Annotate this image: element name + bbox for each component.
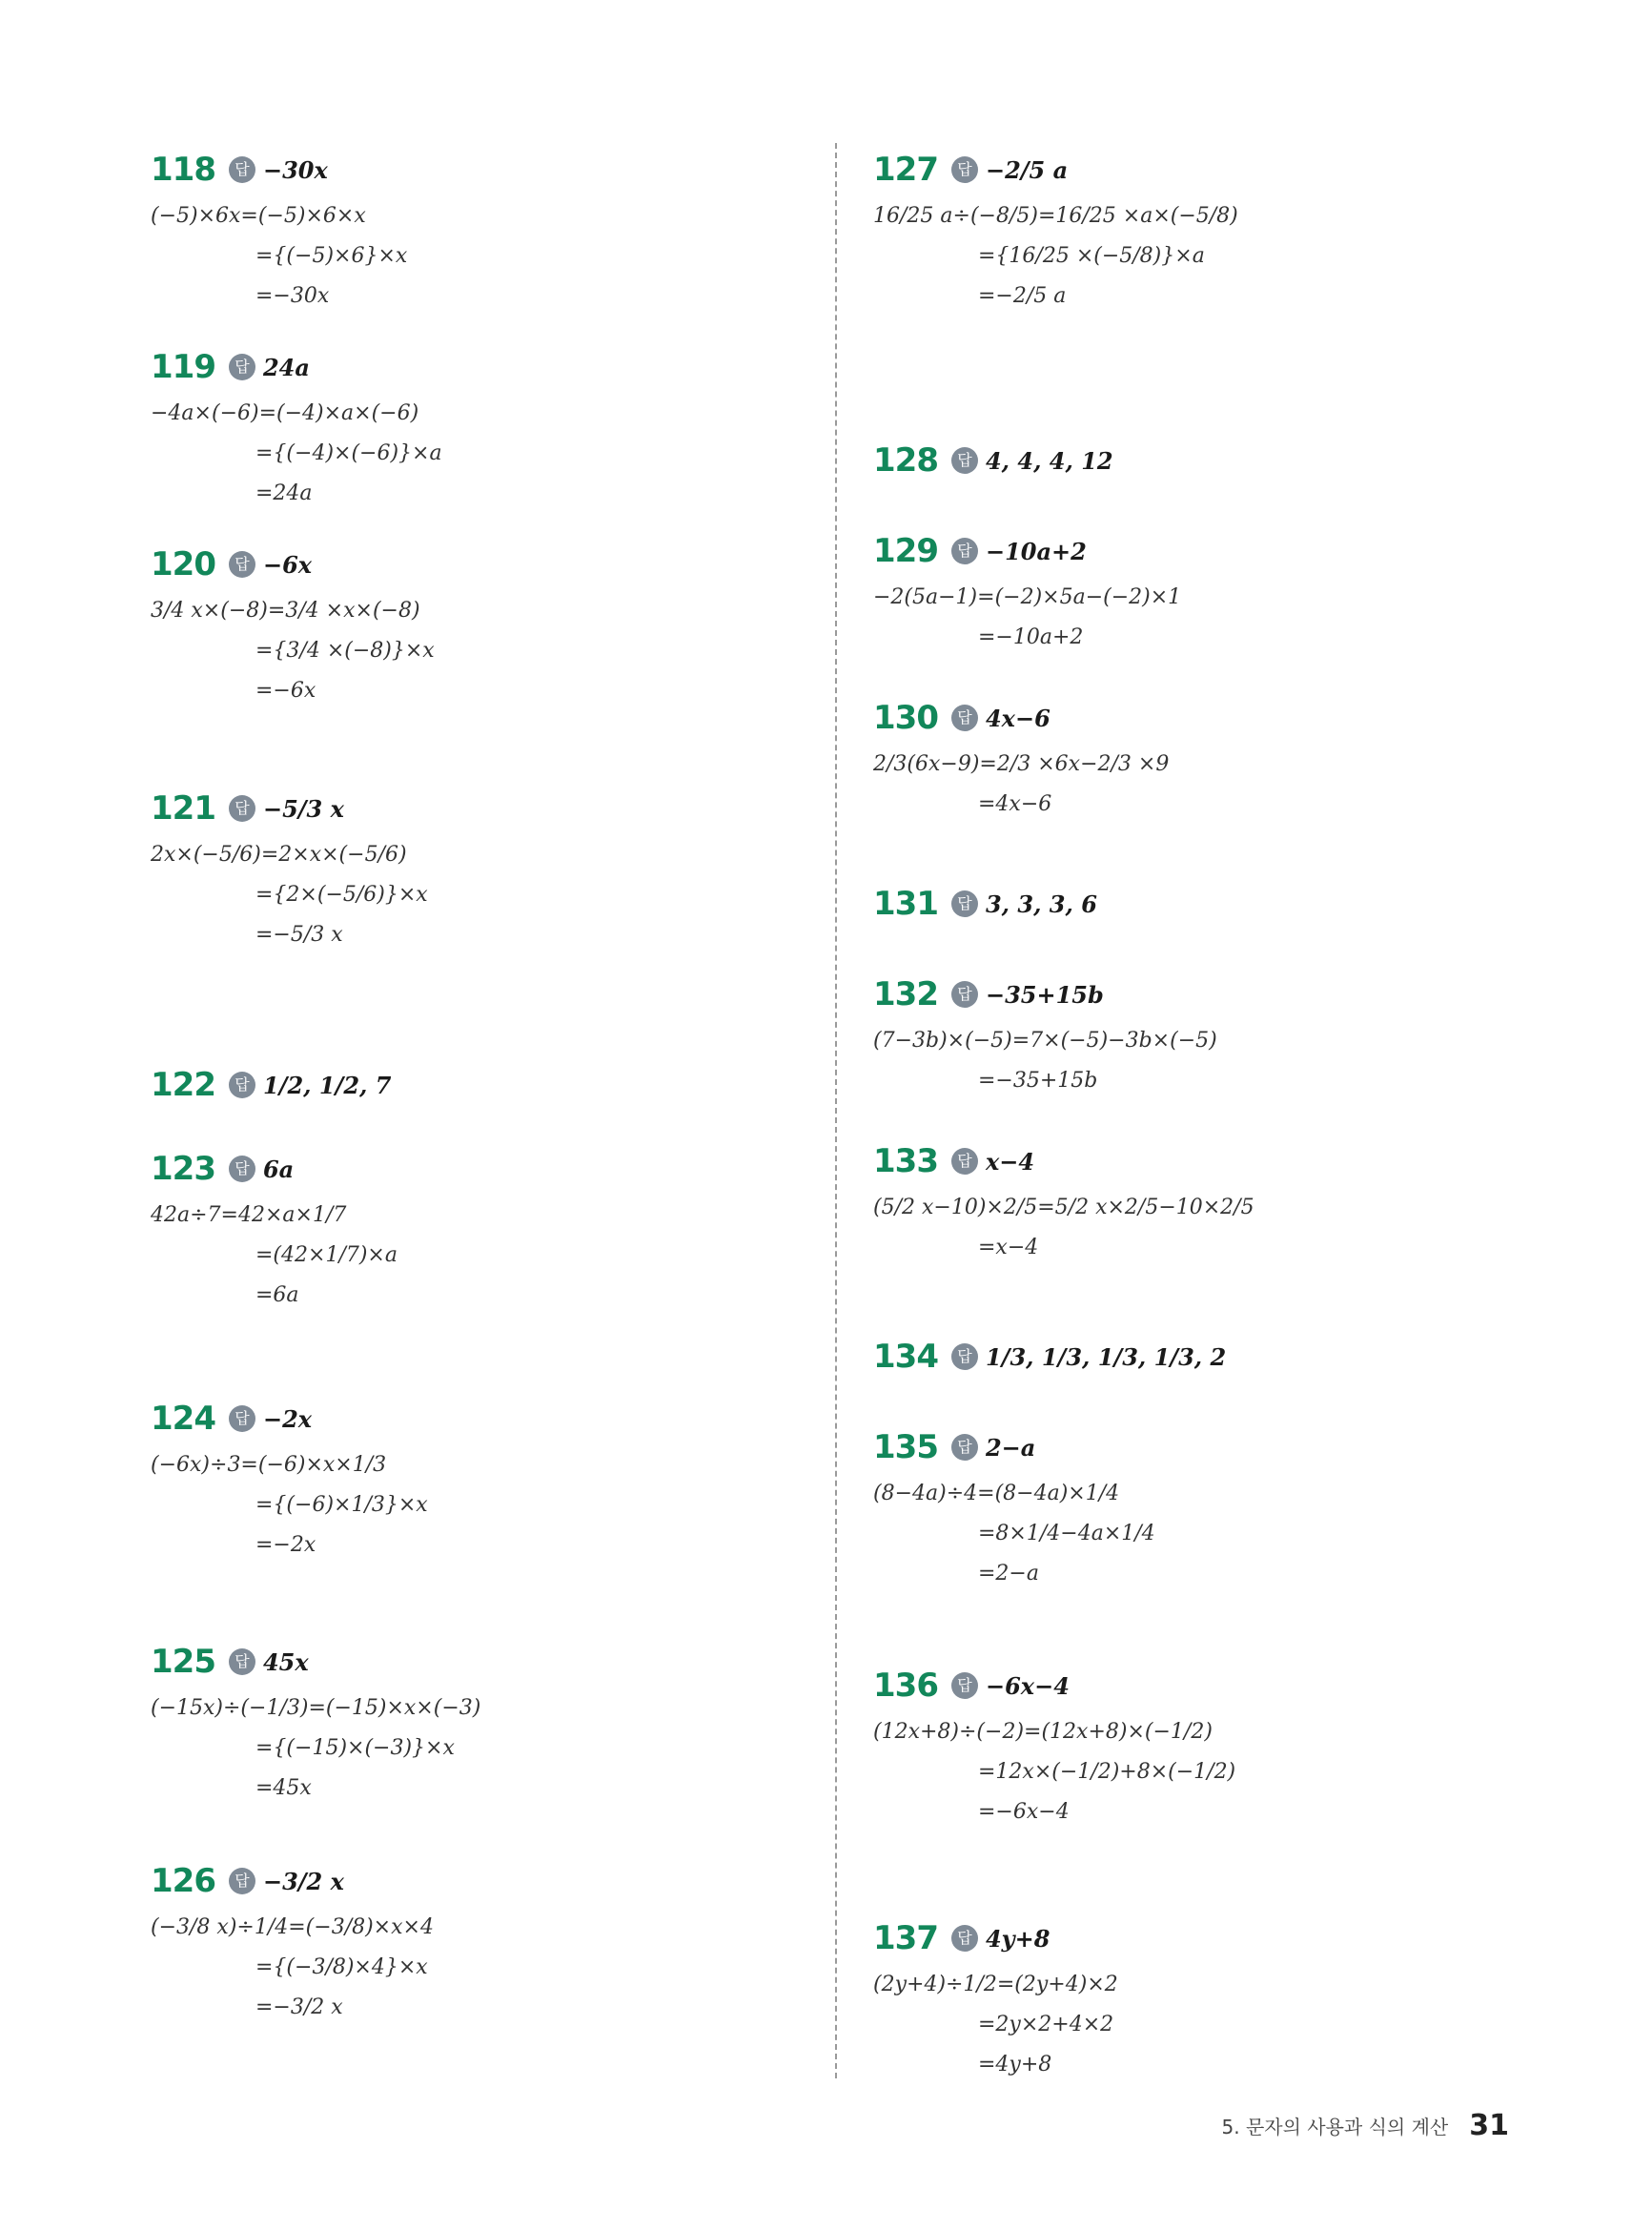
answer-badge: 답 <box>229 1072 255 1098</box>
solution-line: =2−a <box>978 1562 1039 1586</box>
solution-line: =24a <box>255 481 313 505</box>
problem-130 <box>873 691 1560 825</box>
solution-line: ={(−5)×6}×x <box>255 244 408 268</box>
problem-number: 137 <box>873 1919 938 1957</box>
solution-line: =−6x−4 <box>978 1800 1070 1824</box>
solution-line: ={(−6)×1/3}×x <box>255 1493 428 1517</box>
solution-line: ={16/25 ×(−5/8)}×a <box>978 244 1205 268</box>
answer-text: −6x <box>262 550 313 579</box>
answer-badge: 답 <box>951 1434 978 1461</box>
answer-badge: 답 <box>951 890 978 917</box>
solution-line: (2y+4)÷1/2=(2y+4)×2 <box>873 1973 1118 1996</box>
answer-text: −2x <box>262 1404 313 1433</box>
solution-line: ={(−3/8)×4}×x <box>255 1955 428 1979</box>
problem-number: 125 <box>151 1643 215 1681</box>
problem-header <box>873 1330 1560 1383</box>
problem-header <box>873 143 1560 196</box>
answer-badge: 답 <box>951 156 978 183</box>
problem-header <box>873 434 1560 487</box>
problem-number: 122 <box>151 1066 215 1104</box>
problem-number: 124 <box>151 1400 215 1438</box>
answer-badge: 답 <box>229 551 255 578</box>
solution-line: =−2x <box>255 1533 316 1557</box>
problem-header <box>873 1135 1560 1188</box>
problem-header <box>873 877 1560 931</box>
answer-badge: 답 <box>951 1672 978 1699</box>
answer-badge: 답 <box>951 1925 978 1952</box>
solution-line: (12x+8)÷(−2)=(12x+8)×(−1/2) <box>873 1720 1213 1744</box>
solution-line: (−6x)÷3=(−6)×x×1/3 <box>151 1453 387 1477</box>
answer-text: −10a+2 <box>985 537 1087 565</box>
answer-badge: 답 <box>229 1648 255 1675</box>
problem-128 <box>873 434 1560 487</box>
problem-header <box>151 1058 837 1112</box>
solution-line: 16/25 a÷(−8/5)=16/25 ×a×(−5/8) <box>873 204 1238 228</box>
problem-number: 132 <box>873 975 938 1013</box>
page-footer <box>1222 2109 1509 2142</box>
answer-text: 4x−6 <box>985 704 1050 732</box>
solution-line: (7−3b)×(−5)=7×(−5)−3b×(−5) <box>873 1029 1217 1053</box>
solution-line: =−5/3 x <box>255 923 343 947</box>
problem-header <box>151 538 837 591</box>
answer-text: −6x−4 <box>985 1671 1070 1700</box>
solution-line: (−3/8 x)÷1/4=(−3/8)×x×4 <box>151 1915 434 1939</box>
problem-number: 133 <box>873 1142 938 1180</box>
problem-header <box>151 1392 837 1445</box>
problem-number: 135 <box>873 1428 938 1466</box>
answer-text: −30x <box>262 155 328 184</box>
answer-badge: 답 <box>229 1156 255 1182</box>
problem-129 <box>873 524 1560 658</box>
solution-line: =−3/2 x <box>255 1995 343 2019</box>
answer-text: 24a <box>262 353 310 381</box>
answer-badge: 답 <box>229 1405 255 1432</box>
answer-text: 1/3, 1/3, 1/3, 1/3, 2 <box>985 1342 1227 1371</box>
problem-133 <box>873 1135 1560 1268</box>
solution-line: =2y×2+4×2 <box>978 2013 1114 2036</box>
solution-line: =4x−6 <box>978 792 1052 816</box>
solution-line: (8−4a)÷4=(8−4a)×1/4 <box>873 1482 1120 1505</box>
solution-line: −2(5a−1)=(−2)×5a−(−2)×1 <box>873 585 1182 609</box>
problem-header <box>873 1912 1560 1965</box>
problem-header <box>151 340 837 394</box>
problem-number: 131 <box>873 885 938 923</box>
solution-line: 2x×(−5/6)=2×x×(−5/6) <box>151 843 407 867</box>
answer-text: 3, 3, 3, 6 <box>985 890 1097 918</box>
answer-badge: 답 <box>229 795 255 822</box>
problem-125 <box>151 1635 837 1809</box>
solution-line: (−15x)÷(−1/3)=(−15)×x×(−3) <box>151 1696 481 1720</box>
problem-header <box>873 1659 1560 1712</box>
problem-122 <box>151 1058 837 1112</box>
problem-header <box>873 1421 1560 1474</box>
solution-line: =−30x <box>255 284 330 308</box>
solution-line: =4y+8 <box>978 2053 1052 2077</box>
answer-text: −3/2 x <box>262 1867 344 1895</box>
column-divider <box>835 143 837 2078</box>
problem-137 <box>873 1912 1560 2085</box>
solution-line: =45x <box>255 1776 312 1800</box>
answer-badge: 답 <box>951 1148 978 1175</box>
answer-badge: 답 <box>951 447 978 474</box>
problem-121 <box>151 782 837 955</box>
answer-text: −35+15b <box>985 980 1104 1009</box>
answer-badge: 답 <box>951 1343 978 1370</box>
solution-line: (5/2 x−10)×2/5=5/2 x×2/5−10×2/5 <box>873 1196 1254 1219</box>
answer-badge: 답 <box>229 156 255 183</box>
problem-header <box>151 143 837 196</box>
answer-text: 6a <box>262 1155 295 1183</box>
solution-line: =−35+15b <box>978 1069 1098 1093</box>
problem-header <box>151 1635 837 1688</box>
problem-number: 120 <box>151 545 215 583</box>
solution-line: 2/3(6x−9)=2/3 ×6x−2/3 ×9 <box>873 752 1170 776</box>
solution-line: ={(−4)×(−6)}×a <box>255 441 442 465</box>
answer-text: 4y+8 <box>985 1924 1050 1953</box>
solution-line: (−5)×6x=(−5)×6×x <box>151 204 366 228</box>
problem-number: 136 <box>873 1667 938 1705</box>
solution-line: =8×1/4−4a×1/4 <box>978 1522 1155 1545</box>
solution-line: =12x×(−1/2)+8×(−1/2) <box>978 1760 1236 1784</box>
problem-number: 130 <box>873 699 938 737</box>
answer-badge: 답 <box>229 1868 255 1894</box>
problem-127 <box>873 143 1560 317</box>
answer-text: 45x <box>262 1647 309 1676</box>
solution-line: ={2×(−5/6)}×x <box>255 883 428 907</box>
problem-119 <box>151 340 837 514</box>
problem-header <box>151 782 837 835</box>
answer-badge: 답 <box>229 354 255 380</box>
answer-text: −5/3 x <box>262 794 344 823</box>
problem-number: 127 <box>873 151 938 189</box>
solution-line: =−10a+2 <box>978 625 1084 649</box>
problem-123 <box>151 1142 837 1316</box>
solution-line: ={(−15)×(−3)}×x <box>255 1736 455 1760</box>
solution-line: −4a×(−6)=(−4)×a×(−6) <box>151 401 419 425</box>
problem-number: 119 <box>151 348 215 386</box>
problem-number: 129 <box>873 532 938 570</box>
solution-line: 42a÷7=42×a×1/7 <box>151 1203 347 1227</box>
answer-badge: 답 <box>951 705 978 731</box>
problem-number: 123 <box>151 1150 215 1188</box>
problem-number: 134 <box>873 1338 938 1376</box>
solution-line: ={3/4 ×(−8)}×x <box>255 639 435 663</box>
answer-text: 4, 4, 4, 12 <box>985 446 1113 475</box>
problem-135 <box>873 1421 1560 1594</box>
answer-text: 2−a <box>985 1433 1036 1462</box>
problem-number: 126 <box>151 1862 215 1900</box>
problem-header <box>873 524 1560 578</box>
answer-badge: 답 <box>951 538 978 564</box>
answer-text: −2/5 a <box>985 155 1069 184</box>
solution-line: =−6x <box>255 679 316 703</box>
problem-134 <box>873 1330 1560 1383</box>
problem-124 <box>151 1392 837 1565</box>
problem-header <box>873 691 1560 745</box>
problem-number: 128 <box>873 441 938 480</box>
problem-header <box>151 1854 837 1908</box>
problem-132 <box>873 968 1560 1101</box>
problem-126 <box>151 1854 837 2028</box>
page-number: 31 <box>1469 2109 1509 2142</box>
answer-text: x−4 <box>985 1147 1035 1176</box>
problem-136 <box>873 1659 1560 1832</box>
answer-badge: 답 <box>951 981 978 1008</box>
answer-text: 1/2, 1/2, 7 <box>262 1071 392 1099</box>
solution-line: =x−4 <box>978 1236 1039 1259</box>
solution-line: =6a <box>255 1283 299 1307</box>
problem-120 <box>151 538 837 711</box>
problem-118 <box>151 143 837 317</box>
problem-header <box>873 968 1560 1021</box>
solution-line: =−2/5 a <box>978 284 1067 308</box>
solution-line: 3/4 x×(−8)=3/4 ×x×(−8) <box>151 599 420 623</box>
solution-line: =(42×1/7)×a <box>255 1243 398 1267</box>
problem-number: 121 <box>151 789 215 828</box>
problem-131 <box>873 877 1560 931</box>
problem-number: 118 <box>151 151 215 189</box>
problem-header <box>151 1142 837 1196</box>
chapter-title: 5. 문자의 사용과 식의 계산 <box>1221 2116 1449 2138</box>
